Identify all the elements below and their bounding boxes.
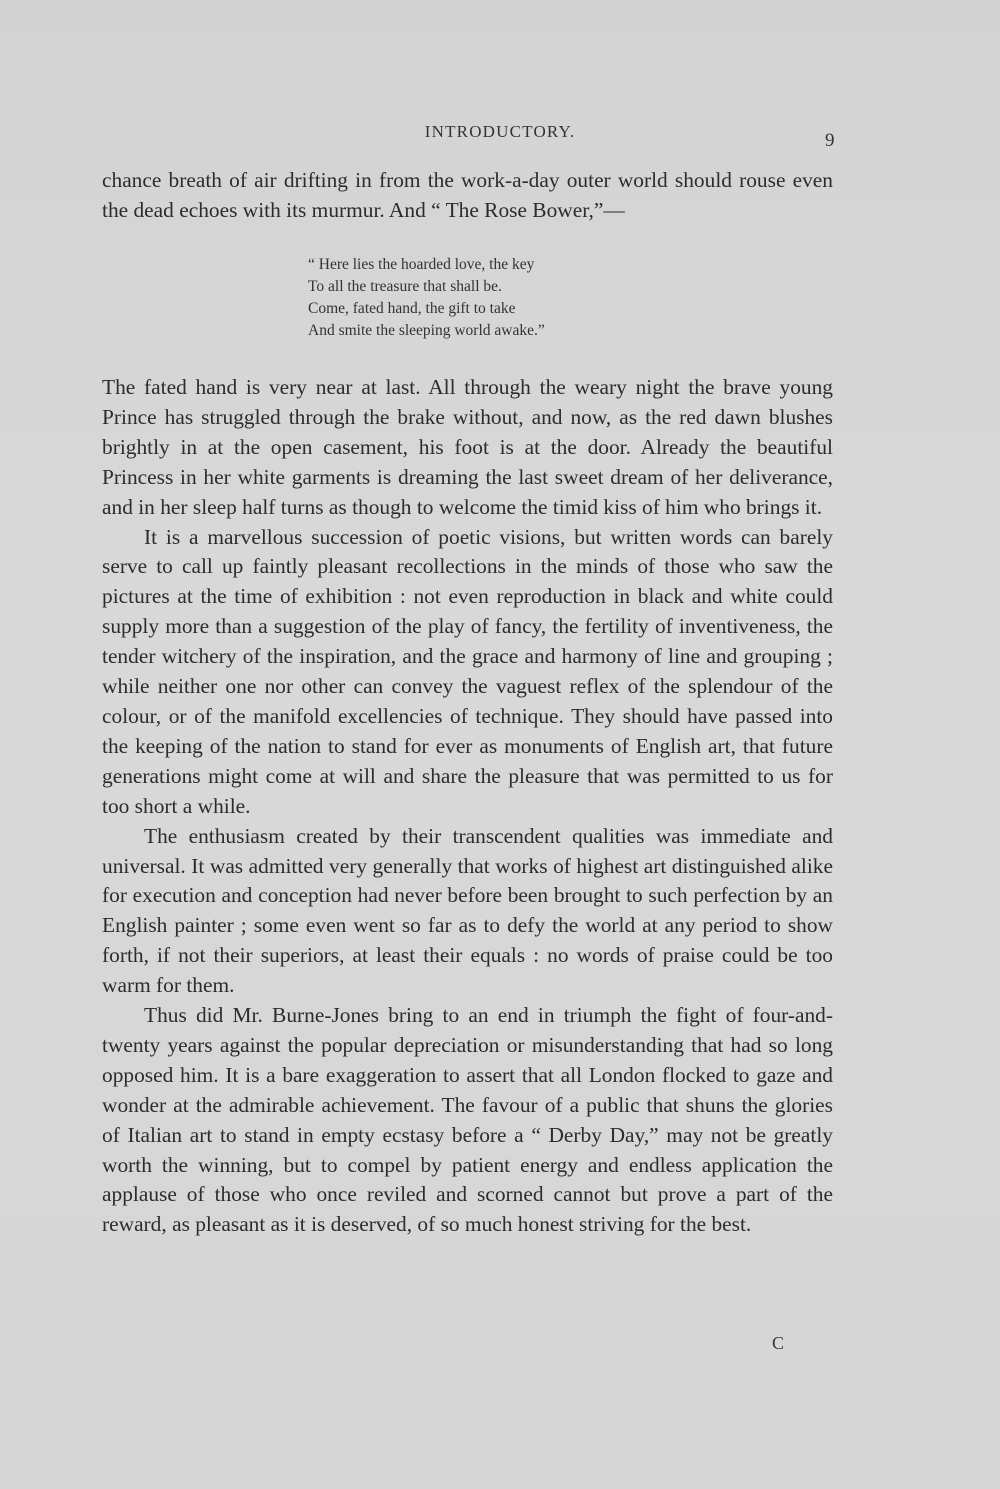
paragraph-2: The fated hand is very near at last. All through the weary night the brave young Prince has struggled through the brake without, and now, as the red dawn blushes brightly in at the open casement, his foot is at the door. Already the beautiful Princess in her white garments is dreaming the last sweet dream of her deliverance, and in her sleep half turns as though to welcome the timid kiss of him who brings it. (102, 375, 833, 519)
paragraph-1: chance breath of air drifting in from the work-a-day outer world should rouse even the dead echoes with its murmur. And “ The Rose Bower,”— (102, 168, 833, 222)
paragraph-4: The enthusiasm created by their transcendent qualities was immediate and universal. It was admitted very generally that works of highest art distinguished alike for execution and conception had never before been brought to such perfection by an English painter ; some even went so far as to defy the world at any period to show forth, if not their superiors, at least their equals : no words of praise could be too warm for them. (102, 823, 833, 998)
poem-quotation (308, 254, 628, 342)
paragraph-5: Thus did Mr. Burne-Jones bring to an end in triumph the fight of four-and-twenty years against the popular depreciation or misunderstanding that had so long opposed him. It is a bare exaggeration to assert that all London flocked to gaze and wonder at the admirable achievement. The favour of a public that shuns the glories of Italian art to stand in empty ecstasy before a “ Derby Day,” may not be greatly worth the winning, but to compel by patient energy and endless application the applause of those who once reviled and scorned cannot but prove a part of the reward, as pleasant as it is deserved, of so much honest striving for the best. (102, 1003, 833, 1237)
running-title: INTRODUCTORY. (424, 122, 576, 141)
paragraph-3: It is a marvellous succession of poetic visions, but written words can barely serve to call up faintly pleasant recollections in the minds of those who saw the pictures at the time of exhibition : not even reproduction in black and white could supply more than a suggestion of the play of fancy, the fertility of inventiveness, the tender witchery of the inspiration, and the grace and harmony of line and grouping ; while neither one nor other can convey the vaguest reflex of the splendour of the colour, or of the manifold excellencies of technique. They should have passed into the keeping of the nation to stand for ever as monuments of English art, that future generations might come at will and share the pleasure that was permitted to us for too short a while. (102, 524, 833, 818)
poem-line-2: To all the treasure that shall be. (308, 278, 502, 295)
poem-line-1: “ Here lies the hoarded love, the key (308, 256, 535, 273)
poem-line-3: Come, fated hand, the gift to take (308, 300, 516, 317)
signature-mark: C (772, 1333, 785, 1353)
opening-text-block (102, 166, 833, 226)
poem-line-4: And smite the sleeping world awake.” (308, 322, 545, 339)
page-number: 9 (825, 130, 835, 151)
main-text-block (102, 373, 833, 1240)
